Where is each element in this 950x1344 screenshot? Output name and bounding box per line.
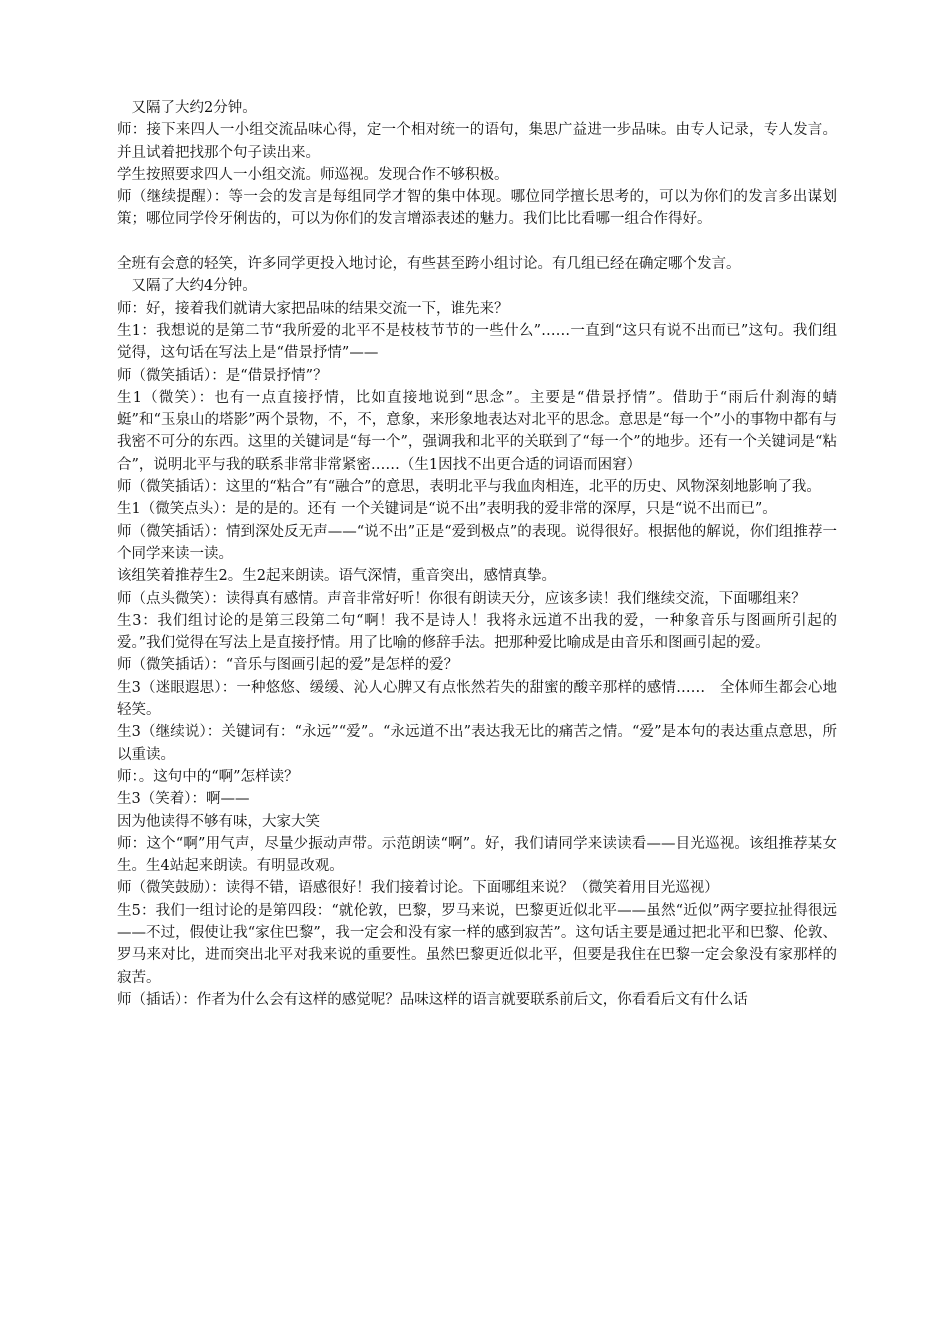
blank-line xyxy=(117,231,837,253)
paragraph: 师（微笑插话）：这里的“粘合”有“融合”的意思，表明北平与我血肉相连，北平的历史、风物深刻地影响了我。 xyxy=(117,479,821,496)
paragraph: 师（继续提醒）：等一会的发言是每组同学才智的集中体现。哪位同学擅长思考的，可以为你们的发言多出谋划策；哪位同学伶牙俐齿的，可以为你们的发言增添表述的魅力。我们比比看哪一组合作得好。 xyxy=(117,189,837,228)
paragraph: 师：好，接着我们就请大家把品味的结果交流一下，谁先来？ xyxy=(117,300,509,317)
paragraph: 又隔了大约2分钟。 xyxy=(131,100,257,116)
paragraph: 师（微笑插话）：“音乐与图画引起的爱”是怎样的爱？ xyxy=(117,657,459,674)
paragraph: 学生按照要求四人一小组交流。师巡视。发现合作不够积极。 xyxy=(117,166,509,183)
paragraph: 师（点头微笑）：读得真有感情。声音非常好听！你很有朗读天分，应该多读！我们继续交流，下面哪组来？ xyxy=(117,590,806,607)
paragraph: 又隔了大约4分钟。 xyxy=(131,278,257,295)
paragraph: 师：这个“啊”用气声，尽量少振动声带。示范朗读“啊”。好，我们请同学来读读看——目光巡视。该组推荐某女生。生4站起来朗读。有明显改观。 xyxy=(117,835,837,875)
paragraph: 生3：我们组讨论的是第三段第二句“啊！我不是诗人！我将永远道不出我的爱，一种象音乐与图画所引起的爱。”我们觉得在写法上是直接抒情。用了比喻的修辞手法。把那种爱比喻成是由音乐和图画引起的爱。 xyxy=(117,612,837,652)
paragraph: 生1：我想说的是第二节“我所爱的北平不是枝枝节节的一些什么”……一直到“这只有说不出而已”这句。我们组觉得，这句话在写法上是“借景抒情”—— xyxy=(117,322,837,362)
paragraph: 生1（微笑点头）：是的是的。还有 一个关键词是“说不出”表明我的爱非常的深厚，只是“说不出而已”。 xyxy=(117,501,777,518)
paragraph: 生5：我们一组讨论的是第四段：“就伦敦，巴黎，罗马来说，巴黎更近似北平——虽然“近似”两字要拉扯得很远——不过，假使让我“家住巴黎”，我一定会和没有家一样的感到寂苦”。这句话主要是通过把北平和巴黎、伦敦、罗马来对比，进而突出北平对我来说的重要性。虽然巴黎更近似北平，但要是我住在巴黎一定会象没有家那样的寂苦。 xyxy=(117,902,837,986)
paragraph: 因为他读得不够有味，大家大笑 xyxy=(117,813,320,830)
document-body xyxy=(117,97,837,1011)
paragraph: 师：接下来四人一小组交流品味心得，定一个相对统一的语句，集思广益进一步品味。由专人记录，专人发言。并且试着把找那个句子读出来。 xyxy=(117,122,837,161)
paragraph: 师：。这句中的“啊”怎样读？ xyxy=(117,768,299,785)
paragraph: 生3（笑着）：啊—— xyxy=(117,791,250,808)
paragraph: 师（微笑插话）：是“借景抒情”？ xyxy=(117,367,328,384)
paragraph: 全班有会意的轻笑，许多同学更投入地讨论，有些甚至跨小组讨论。有几组已经在确定哪个发言。 xyxy=(117,256,741,273)
paragraph: 生1（微笑）：也有一点直接抒情，比如直接地说到“思念”。主要是“借景抒情”。借助于“雨后什刹海的蜻蜓”和“玉泉山的塔影”两个景物，不，不，意象，来形象地表达对北平的思念。意思是“每一个”小的事物中都有与我密不可分的东西。这里的关键词是“每一个”，强调我和北平的关联到了“每一个”的地步。还有一个关键词是“粘合”，说明北平与我的联系非常非常紧密……（生1因找不出更合适的词语而困窘） xyxy=(117,389,837,473)
paragraph: 生3（继续说）：关键词有：“永远”“爱”。“永远道不出”表达我无比的痛苦之情。“爱”是本句的表达重点意思，所以重读。 xyxy=(117,724,837,763)
paragraph: 生3（迷眼遐思）：一种悠悠、缓缓、沁人心脾又有点怅然若失的甜蜜的酸辛那样的感情…… 全体师生都会心地轻笑。 xyxy=(117,679,837,719)
paragraph: 该组笑着推荐生2。生2起来朗读。语气深情，重音突出，感情真挚。 xyxy=(117,568,556,585)
paragraph: 师（插话）：作者为什么会有这样的感觉呢？品味这样的语言就要联系前后文，你看看后文有什么话 xyxy=(117,991,748,1008)
paragraph: 师（微笑鼓励）：读得不错，语感很好！我们接着讨论。下面哪组来说？（微笑着用目光巡视） xyxy=(117,880,719,897)
paragraph: 师（微笑插话）：情到深处反无声——“说不出”正是“爱到极点”的表现。说得很好。根据他的解说，你们组推荐一个同学来读一读。 xyxy=(117,523,837,562)
